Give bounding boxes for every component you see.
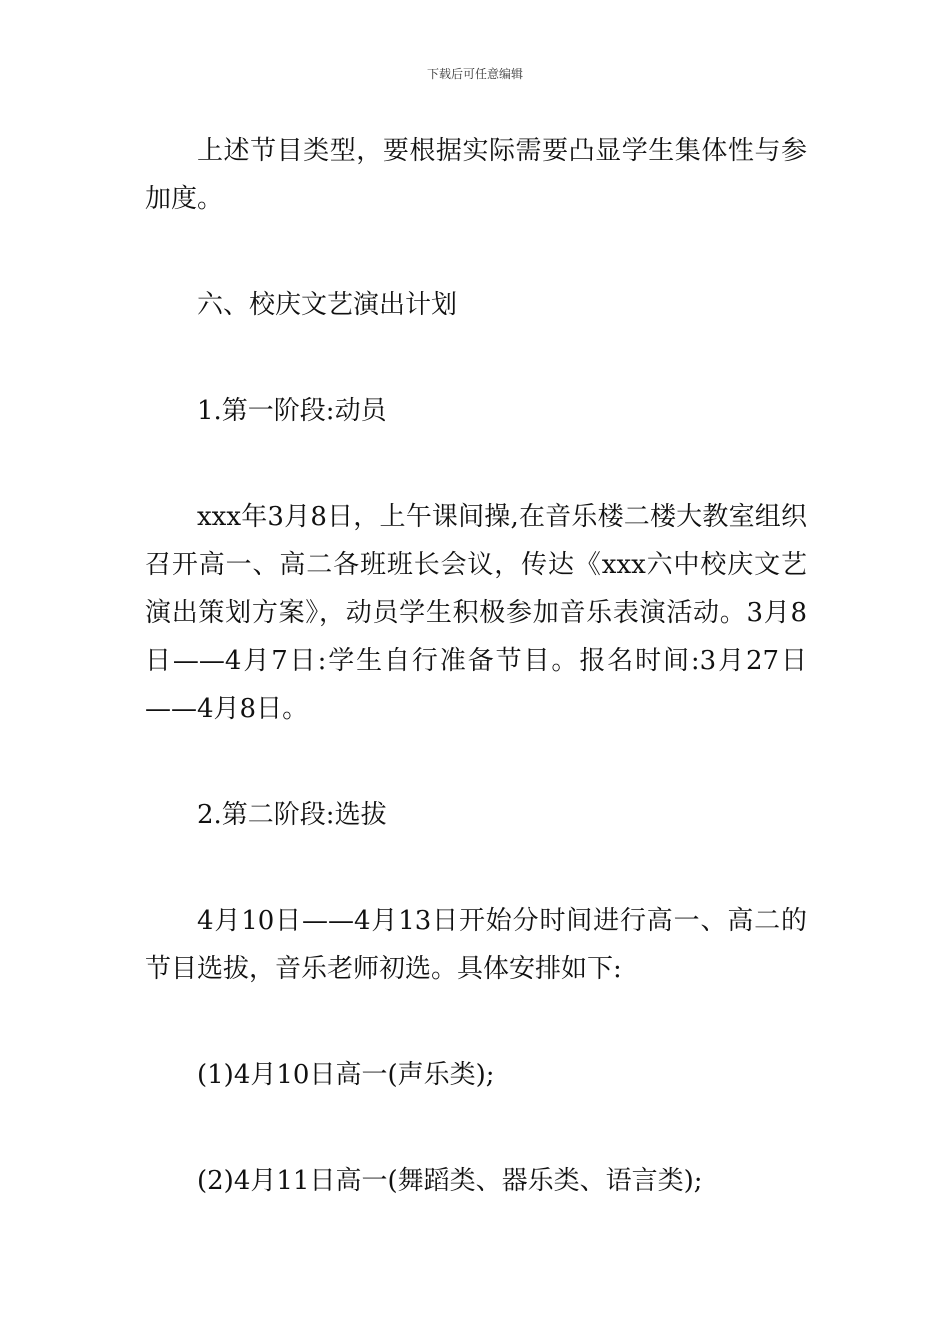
subheading-stage-two: 2.第二阶段:选拔 — [197, 800, 387, 830]
paragraph-stage-one-details: xxx年3月8日，上午课间操,在音乐楼二楼大教室组织召开高一、高二各班班长会议，传达《xxx六中校庆文艺演出策划方案》，动员学生积极参加音乐表演活动。3月8日——4月7日:学生自行准备节目。报名时间:3月27日——4月8日。 — [145, 502, 807, 724]
paragraph-stage-two-details: 4月10日——4月13日开始分时间进行高一、高二的节目选拔，音乐老师初选。具体安排如下: — [145, 906, 807, 984]
paragraph-program-types: 上述节目类型，要根据实际需要凸显学生集体性与参加度。 — [145, 136, 807, 214]
section-heading-performance-plan: 六、校庆文艺演出计划 — [197, 290, 458, 320]
list-item-schedule-1: (1)4月10日高一(声乐类); — [197, 1060, 495, 1090]
page-header-note: 下载后可任意编辑 — [426, 67, 523, 81]
document-body — [145, 127, 807, 1205]
list-item-schedule-2: (2)4月11日高一(舞蹈类、器乐类、语言类); — [197, 1166, 703, 1196]
subheading-stage-one: 1.第一阶段:动员 — [197, 396, 387, 426]
